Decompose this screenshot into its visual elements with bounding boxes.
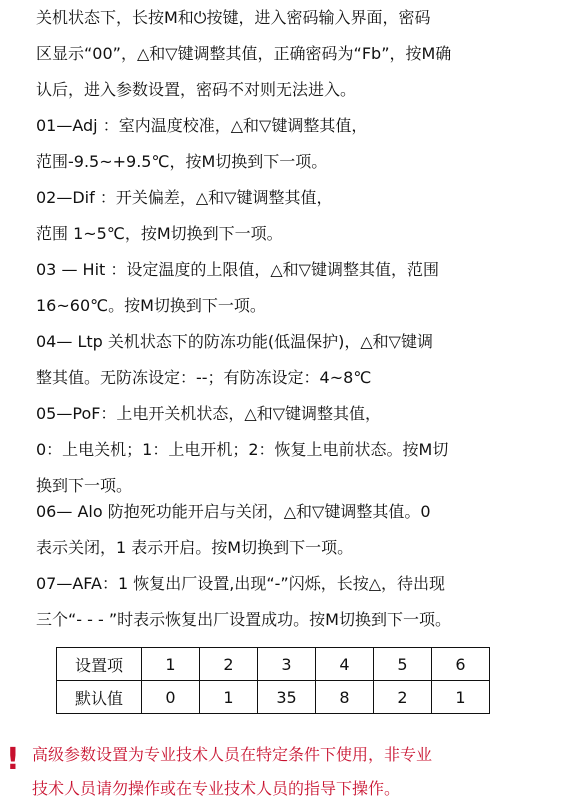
table-cell: 1 [200, 681, 258, 714]
param-item-pof [36, 396, 552, 504]
param-item-ltp [36, 324, 552, 396]
table-cell: 2 [200, 648, 258, 681]
text-line: 关机状态下，长按M和⏻按键，进入密码输入界面，密码 [36, 8, 431, 27]
table-cell: 4 [316, 648, 374, 681]
param-item-adj [36, 108, 552, 180]
text-line: 区显示“00”，△和▽键调整其值，正确密码为“Fb”，按M确 [36, 44, 452, 63]
table-row-header: 设置项 [57, 648, 142, 681]
table-row [57, 648, 490, 681]
text-line: 高级参数设置为专业技术人员在特定条件下使用，非专业 [32, 745, 433, 764]
text-line: 06— Alo 防抱死功能开启与关闭，△和▽键调整其值。0 [36, 502, 431, 521]
table-cell: 2 [374, 681, 432, 714]
default-values-table [56, 647, 490, 714]
text-line: 0：上电关机；1：上电开机；2：恢复上电前状态。按M切 [36, 440, 449, 459]
text-line: 技术人员请勿操作或在专业技术人员的指导下操作。 [32, 779, 401, 798]
text-line: 认后，进入参数设置，密码不对则无法进入。 [36, 80, 357, 99]
text-line: 范围 1~5℃，按M切换到下一项。 [36, 224, 283, 243]
text-line: 04— Ltp 关机状态下的防冻功能(低温保护)，△和▽键调 [36, 332, 433, 351]
text-line: 16~60℃。按M切换到下一项。 [36, 296, 266, 315]
warning-text [32, 738, 552, 806]
param-item-afa [36, 566, 552, 638]
table-cell: 1 [142, 648, 200, 681]
text-line: 整其值。无防冻设定：--；有防冻设定：4~8℃ [36, 368, 372, 387]
table-cell: 1 [432, 681, 490, 714]
table-cell: 3 [258, 648, 316, 681]
text-line: 表示关闭，1 表示开启。按M切换到下一项。 [36, 538, 354, 557]
text-line: 07—AFA：1 恢复出厂设置,出现“-”闪烁，长按△，待出现 [36, 574, 445, 593]
table-cell: 0 [142, 681, 200, 714]
param-item-hit [36, 252, 552, 324]
table-cell: 35 [258, 681, 316, 714]
text-line: 05—PoF：上电开关机状态，△和▽键调整其值， [36, 404, 382, 423]
warning-notice [0, 738, 569, 808]
text-line: 范围-9.5~+9.5℃，按M切换到下一项。 [36, 152, 328, 171]
text-line: 换到下一项。 [36, 476, 133, 495]
exclamation-icon: ! [6, 742, 20, 777]
text-line: 三个“- - - ”时表示恢复出厂设置成功。按M切换到下一项。 [36, 610, 451, 629]
table-row [57, 681, 490, 714]
text-line: 01—Adj ：室内温度校准，△和▽键调整其值， [36, 116, 368, 135]
param-item-alo [36, 494, 552, 566]
table-row-header: 默认值 [57, 681, 142, 714]
text-line: 03 — Hit ：设定温度的上限值，△和▽键调整其值，范围 [36, 260, 439, 279]
table-cell: 5 [374, 648, 432, 681]
table-cell: 8 [316, 681, 374, 714]
table-cell: 6 [432, 648, 490, 681]
text-line: 02—Dif ：开关偏差，△和▽键调整其值， [36, 188, 333, 207]
intro-paragraph [36, 0, 552, 108]
param-item-dif [36, 180, 552, 252]
